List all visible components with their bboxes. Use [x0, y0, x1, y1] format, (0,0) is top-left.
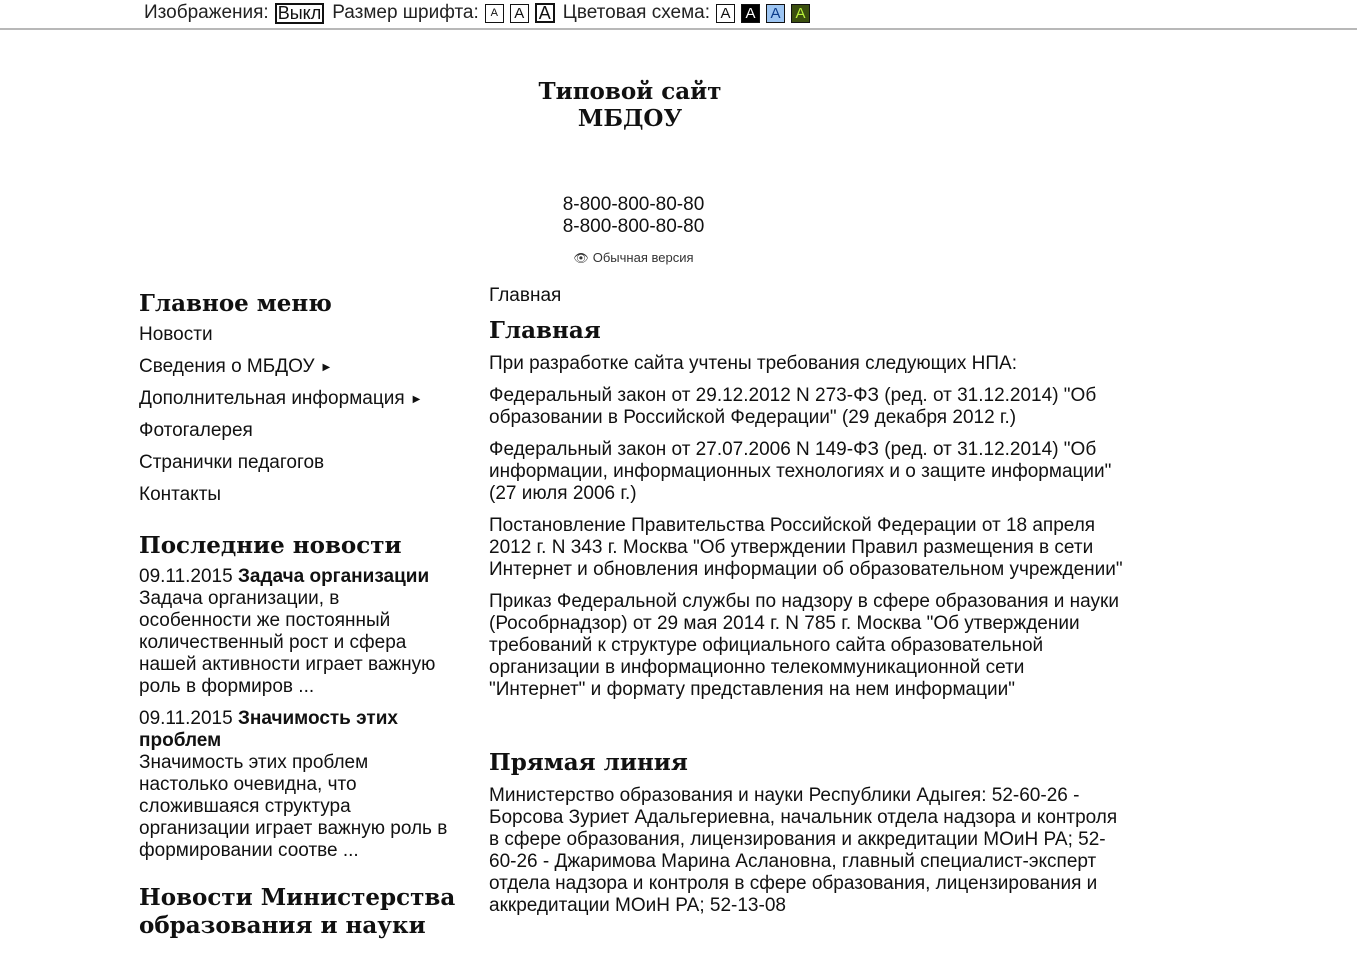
caret-right-icon: ▶ [322, 362, 331, 373]
content-paragraph: При разработке сайта учтены требования следующих НПА: [489, 353, 1018, 374]
color-scheme-label: Цветовая схема: [562, 2, 710, 23]
menu-item-teacher-pages[interactable] [139, 452, 459, 484]
news-item [139, 566, 451, 698]
color-scheme-blue-button[interactable]: A [766, 4, 785, 23]
normal-version-link[interactable] [480, 250, 787, 265]
news-date: 09.11.2015 [139, 566, 233, 587]
menu-item-label: Контакты [139, 484, 222, 505]
news-item [139, 708, 451, 862]
site-title[interactable] [480, 78, 780, 132]
news-excerpt: Значимость этих проблем настолько очевидна, что сложившаяся структура организации играет важную роль в формировании соотве ... [139, 752, 448, 861]
main-menu [139, 324, 459, 516]
normal-version-label: Обычная версия [592, 250, 694, 265]
accessibility-toolbar [0, 0, 1357, 30]
color-scheme-white-button[interactable]: A [716, 4, 735, 23]
page-title: Главная [489, 317, 601, 344]
phone-numbers [480, 194, 787, 238]
menu-item-about[interactable] [139, 356, 459, 388]
menu-item-contacts[interactable] [139, 484, 459, 516]
color-scheme-green-button[interactable]: A [791, 4, 810, 23]
hotline-text: Министерство образования и науки Республики Адыгея: 52-60-26 - Борсова Зуриет Адальгериевна, начальник отдела надзора и контроля в сфере образования, лицензирования и аккредитации МОиН РА; 52-60-26 - Джаримова Марина Аслановна, главный специалист-эксперт отдела надзора и контроля в сфере образования, лицензирования и аккредитации МОиН РА; 52-13-08 [489, 785, 1118, 916]
phone-number: 8-800-800-80-80 [562, 194, 705, 215]
sidebar [139, 290, 459, 940]
images-off-button[interactable]: Выкл [275, 3, 325, 24]
site-title-line2: МБДОУ [577, 105, 683, 132]
news-title-link[interactable]: Значимость этих проблем [139, 708, 398, 751]
menu-item-additional-info[interactable] [139, 388, 459, 420]
font-size-label: Размер шрифта: [332, 2, 479, 23]
caret-right-icon: ▶ [412, 394, 421, 405]
content-paragraph: Федеральный закон от 27.07.2006 N 149-ФЗ (ред. от 31.12.2014) "Об информации, информационных технологиях и о защите информации" (27 июля 2006 г.) [489, 439, 1112, 504]
news-title-link[interactable]: Задача организации [237, 566, 430, 587]
menu-item-label: Сведения о МБДОУ [139, 356, 315, 377]
breadcrumb: Главная [489, 285, 562, 306]
menu-item-label: Дополнительная информация [139, 388, 405, 409]
menu-item-label: Странички педагогов [139, 452, 325, 473]
color-scheme-black-button[interactable]: A [741, 4, 760, 23]
site-title-line1: Типовой сайт [538, 78, 722, 105]
ministry-news-title: Новости Министерства образования и науки [139, 884, 456, 939]
accessibility-controls [144, 2, 810, 24]
content-paragraph: Постановление Правительства Российской Федерации от 18 апреля 2012 г. N 343 г. Москва "Об утверждении Правил размещения в сети Интернет и обновления информации об образовательном учреждении" [489, 515, 1123, 580]
content-paragraph: Приказ Федеральной службы по надзору в сфере образования и науки (Рособрнадзор) от 29 мая 2014 г. N 785 г. Москва "Об утверждении требований к структуре официального сайта образовательной организации в информационно телекоммуникационной сети "Интернет" и формату представления на нем информации" [489, 591, 1119, 700]
menu-item-photo-gallery[interactable] [139, 420, 459, 452]
phone-number: 8-800-800-80-80 [562, 216, 705, 237]
menu-item-label: Новости [139, 324, 213, 345]
latest-news-list [139, 566, 459, 862]
hotline-title: Прямая линия [489, 749, 688, 776]
images-label: Изображения: [144, 2, 269, 23]
menu-item-news[interactable] [139, 324, 459, 356]
font-size-medium-button[interactable]: A [510, 4, 529, 23]
main-content [489, 285, 1129, 927]
news-date: 09.11.2015 [139, 708, 233, 729]
font-size-small-button[interactable]: A [485, 4, 504, 23]
main-menu-title: Главное меню [139, 290, 332, 317]
font-size-large-button[interactable]: A [535, 3, 555, 23]
content-paragraph: Федеральный закон от 29.12.2012 N 273-ФЗ (ред. от 31.12.2014) "Об образовании в Российской Федерации" (29 декабря 2012 г.) [489, 385, 1097, 428]
eye-icon: 👁 [573, 251, 589, 265]
menu-item-label: Фотогалерея [139, 420, 253, 441]
news-excerpt: Задача организации, в особенности же постоянный количественный рост и сфера нашей активности играет важную роль в формиров ... [139, 588, 436, 697]
latest-news-title: Последние новости [139, 532, 402, 559]
